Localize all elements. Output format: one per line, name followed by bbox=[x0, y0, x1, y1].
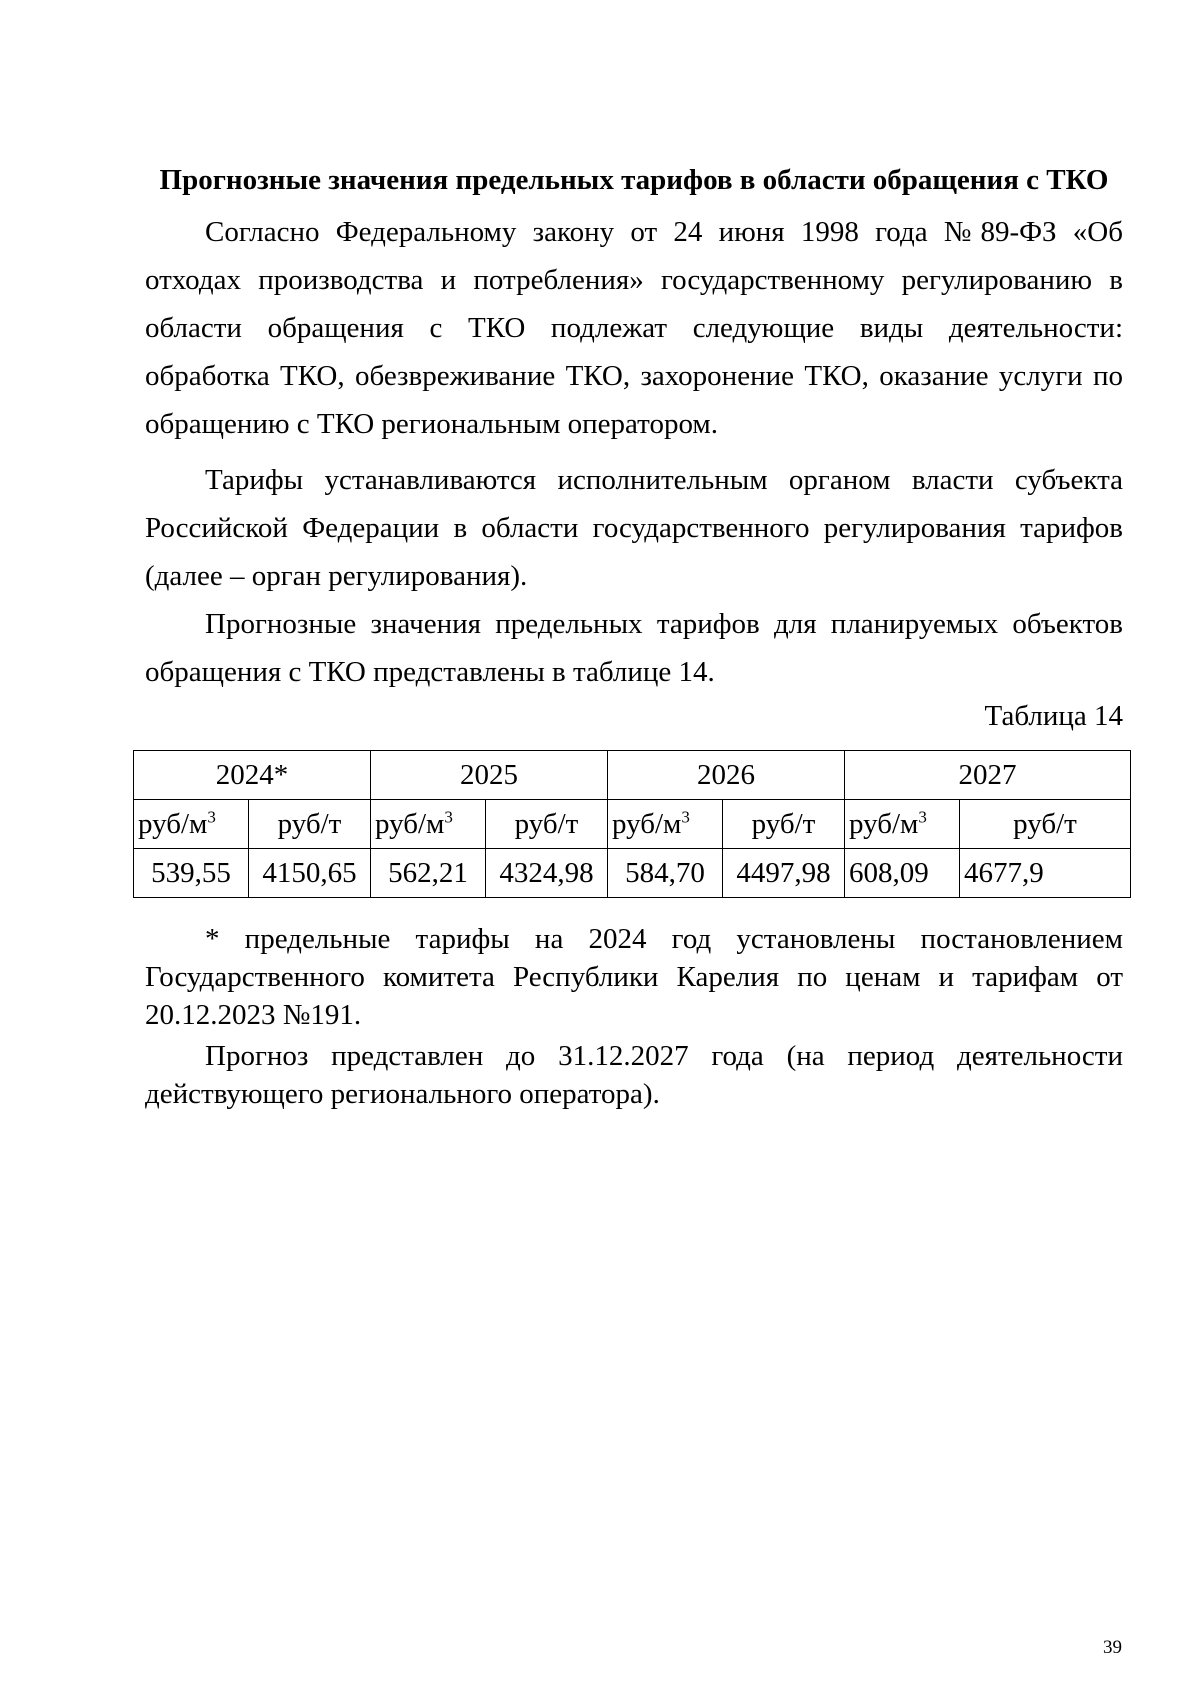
value-2024-mass: 4150,65 bbox=[249, 849, 371, 898]
year-2024: 2024* bbox=[134, 751, 371, 800]
value-2027-mass: 4677,9 bbox=[960, 849, 1131, 898]
unit-volume: руб/$м^3$ bbox=[608, 800, 723, 849]
unit-mass: руб/т bbox=[486, 800, 608, 849]
paragraph-law: Согласно Федеральному закону от 24 июня 1998 года №89-ФЗ «Об отходах производства и потребления» государственному регулированию в области обращения с ТКО подлежат следующие виды деятельности: обработка ТКО, обезвреживание ТКО, захоронение ТКО, оказание услуги по обращению с ТКО региональным оператором. bbox=[145, 216, 1123, 440]
table-header-years bbox=[134, 751, 1131, 800]
unit-volume: руб/$м^3$ bbox=[371, 800, 486, 849]
table-row-values bbox=[134, 849, 1131, 898]
value-2027-volume: 608,09 bbox=[845, 849, 960, 898]
paragraph-tariffs: Тарифы устанавливаются исполнительным органом власти субъекта Российской Федерации в области государственного регулирования тарифов (далее – орган регулирования). bbox=[145, 464, 1123, 592]
forecast-note: Прогноз представлен до 31.12.2027 года (на период деятельности действующего регионального оператора). bbox=[145, 1040, 1123, 1110]
unit-mass: руб/т bbox=[960, 800, 1131, 849]
year-2027: 2027 bbox=[845, 751, 1131, 800]
value-2025-volume: 562,21 bbox=[371, 849, 486, 898]
unit-volume: руб/$м^3$ bbox=[134, 800, 249, 849]
value-2025-mass: 4324,98 bbox=[486, 849, 608, 898]
value-2026-volume: 584,70 bbox=[608, 849, 723, 898]
page-number: 39 bbox=[1103, 1637, 1122, 1658]
paragraph-forecast: Прогнозные значения предельных тарифов для планируемых объектов обращения с ТКО представлены в таблице 14. bbox=[145, 608, 1123, 688]
value-2026-mass: 4497,98 bbox=[723, 849, 845, 898]
year-2026: 2026 bbox=[608, 751, 845, 800]
unit-mass: руб/т bbox=[249, 800, 371, 849]
footnote: * предельные тарифы на 2024 год установлены постановлением Государственного комитета Республики Карелия по ценам и тарифам от 20.12.2023 №191. bbox=[145, 923, 1123, 1031]
year-2025: 2025 bbox=[371, 751, 608, 800]
section-title: Прогнозные значения предельных тарифов в области обращения с ТКО bbox=[159, 164, 1109, 196]
table-header-units bbox=[134, 800, 1131, 849]
table-caption: Таблица 14 bbox=[984, 700, 1123, 732]
unit-mass: руб/т bbox=[723, 800, 845, 849]
value-2024-volume: 539,55 bbox=[134, 849, 249, 898]
unit-volume: руб/$м^3$ bbox=[845, 800, 960, 849]
tariff-table bbox=[133, 750, 1131, 898]
